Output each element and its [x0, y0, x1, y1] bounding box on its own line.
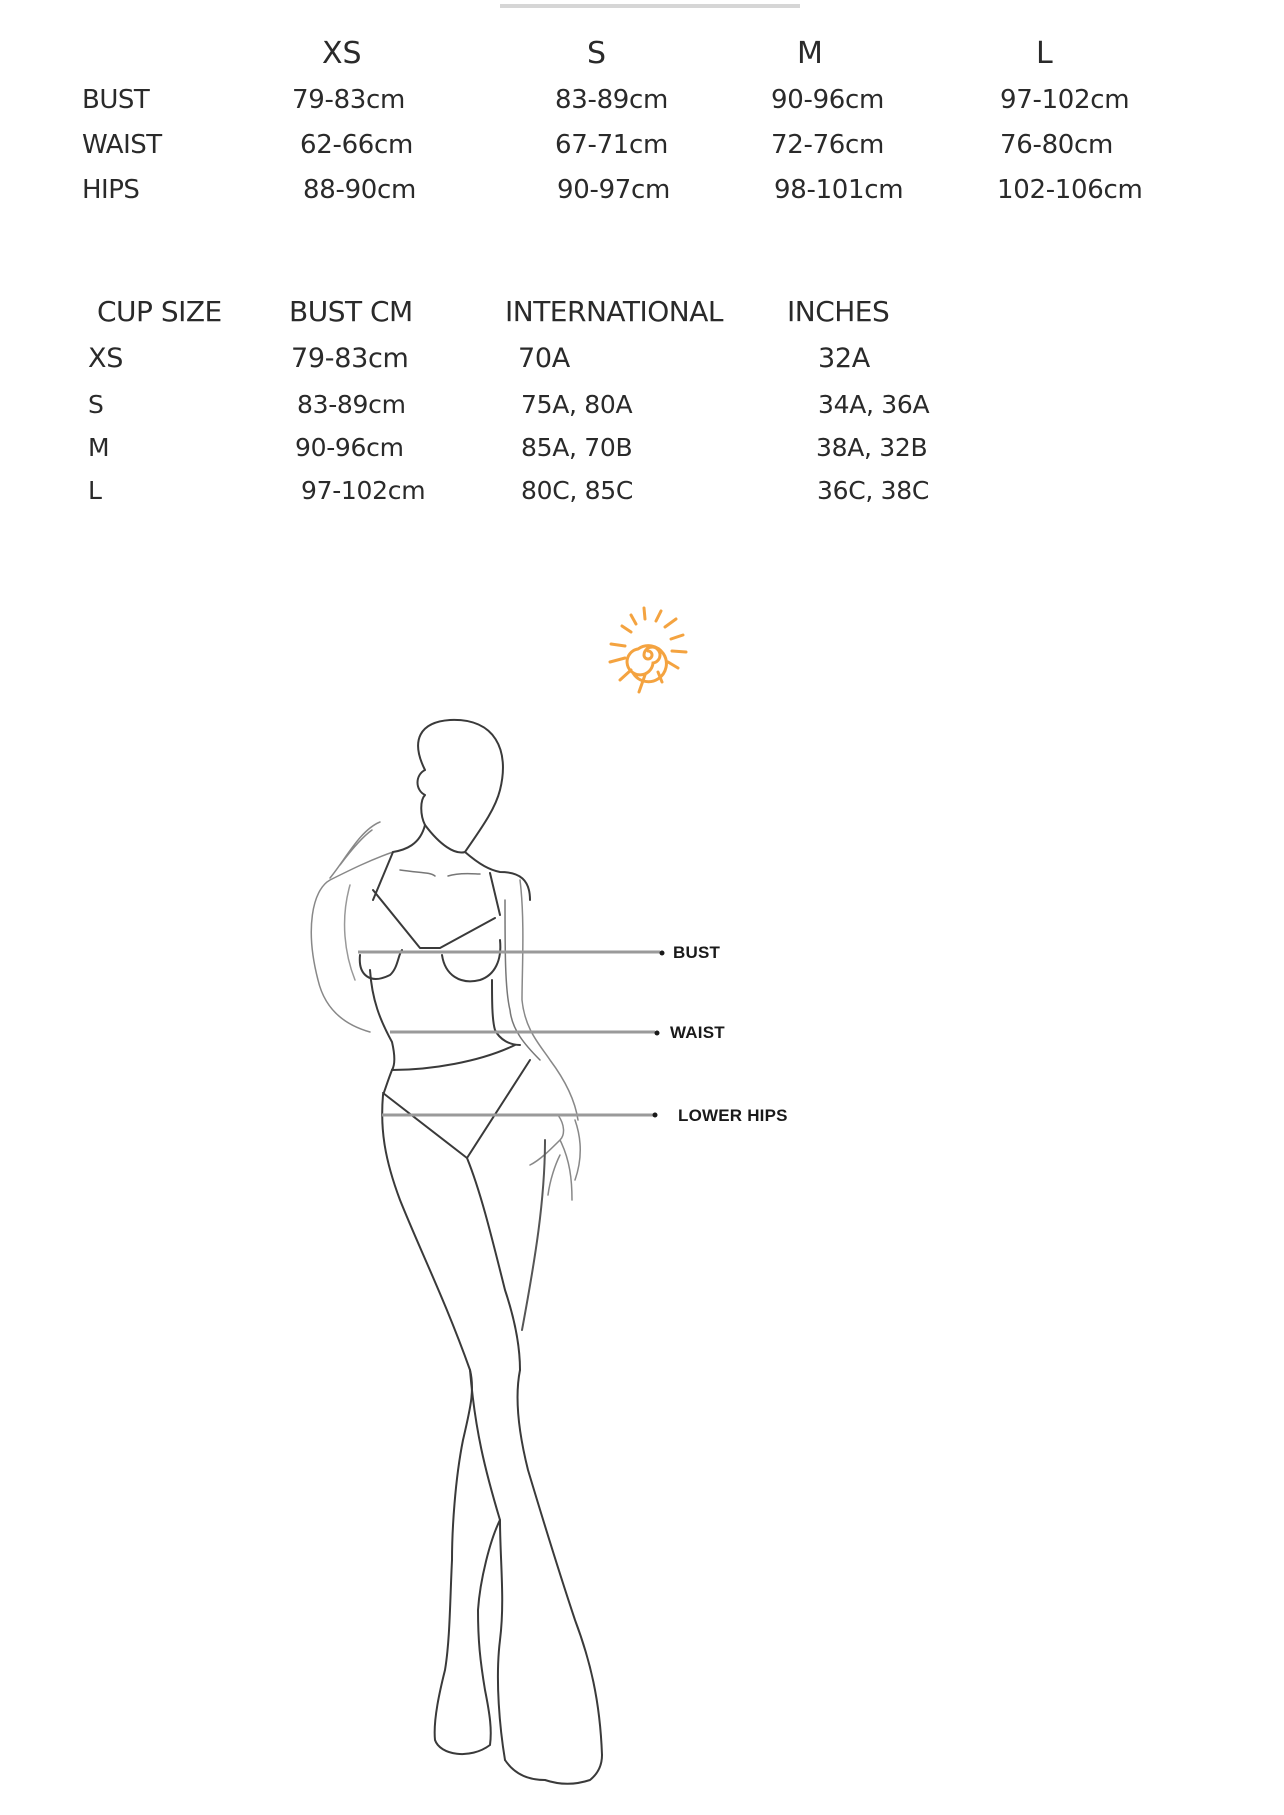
- cup-header-cup-size: CUP SIZE: [97, 295, 222, 328]
- size-cell: 67-71cm: [555, 130, 669, 160]
- cup-row-inches: 34A, 36A: [818, 390, 930, 419]
- body-measurement-figure: [0, 600, 1284, 1815]
- label-waist: WAIST: [670, 1023, 725, 1042]
- size-col-m: M: [797, 36, 823, 71]
- cup-header-international: INTERNATIONAL: [505, 295, 723, 328]
- lower-hips-arrow-dot: [653, 1113, 658, 1118]
- size-cell: 62-66cm: [300, 130, 414, 160]
- cup-row-international: 85A, 70B: [521, 433, 633, 462]
- size-row-label-waist: WAIST: [82, 130, 162, 160]
- size-cell: 98-101cm: [774, 175, 904, 205]
- cup-row-size: XS: [88, 343, 124, 374]
- cup-row-inches: 36C, 38C: [817, 476, 930, 505]
- cup-row-size: M: [88, 433, 110, 462]
- size-row-label-hips: HIPS: [82, 175, 140, 205]
- cup-row-inches: 32A: [818, 343, 870, 374]
- size-cell: 102-106cm: [997, 175, 1143, 205]
- cup-row-bust: 79-83cm: [291, 343, 409, 374]
- size-cell: 79-83cm: [292, 85, 406, 115]
- size-cell: 97-102cm: [1000, 85, 1130, 115]
- size-cell: 72-76cm: [771, 130, 885, 160]
- size-cell: 90-97cm: [557, 175, 671, 205]
- cup-row-inches: 38A, 32B: [816, 433, 928, 462]
- cup-header-inches: INCHES: [787, 295, 890, 328]
- size-cell: 83-89cm: [555, 85, 669, 115]
- page-title-cutoff: [500, 0, 800, 8]
- label-lower-hips: LOWER HIPS: [678, 1106, 788, 1125]
- cup-row-size: S: [88, 390, 104, 419]
- size-col-l: L: [1036, 36, 1053, 71]
- label-bust: BUST: [673, 943, 721, 962]
- cup-row-size: L: [88, 476, 102, 505]
- size-col-xs: XS: [322, 36, 362, 71]
- size-col-s: S: [587, 36, 607, 71]
- head-outline: [418, 720, 503, 853]
- cup-row-bust: 97-102cm: [301, 476, 426, 505]
- size-cell: 88-90cm: [303, 175, 417, 205]
- size-cell: 90-96cm: [771, 85, 885, 115]
- cup-header-bust-cm: BUST CM: [289, 295, 413, 328]
- cup-row-international: 80C, 85C: [521, 476, 634, 505]
- cup-row-bust: 90-96cm: [295, 433, 404, 462]
- cup-row-international: 75A, 80A: [521, 390, 633, 419]
- bust-arrow-dot: [660, 951, 665, 956]
- waist-arrow-dot: [655, 1031, 660, 1036]
- size-cell: 76-80cm: [1000, 130, 1114, 160]
- cup-row-bust: 83-89cm: [297, 390, 406, 419]
- cup-row-international: 70A: [518, 343, 570, 374]
- size-row-label-bust: BUST: [82, 85, 150, 115]
